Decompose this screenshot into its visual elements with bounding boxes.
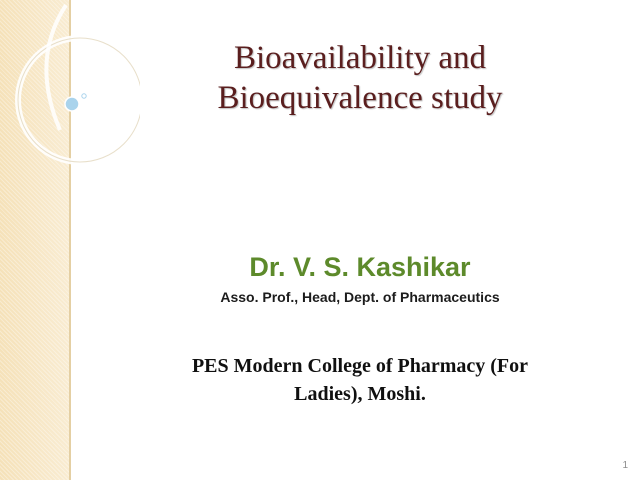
slide-title (150, 38, 570, 118)
page-number: 1 (622, 460, 628, 471)
college-name (135, 352, 585, 408)
author-name: Dr. V. S. Kashikar (249, 252, 471, 282)
side-panel-edge (69, 0, 71, 480)
author-position: Asso. Prof., Head, Dept. of Pharmaceutics (220, 289, 500, 305)
title-line-2: Bioequivalence study (217, 80, 503, 116)
college-line-1: PES Modern College of Pharmacy (For (191, 355, 529, 377)
side-panel-decoration (0, 0, 70, 480)
college-line-2: Ladies), Moshi. (294, 383, 426, 405)
title-line-1: Bioavailability and (233, 40, 487, 76)
